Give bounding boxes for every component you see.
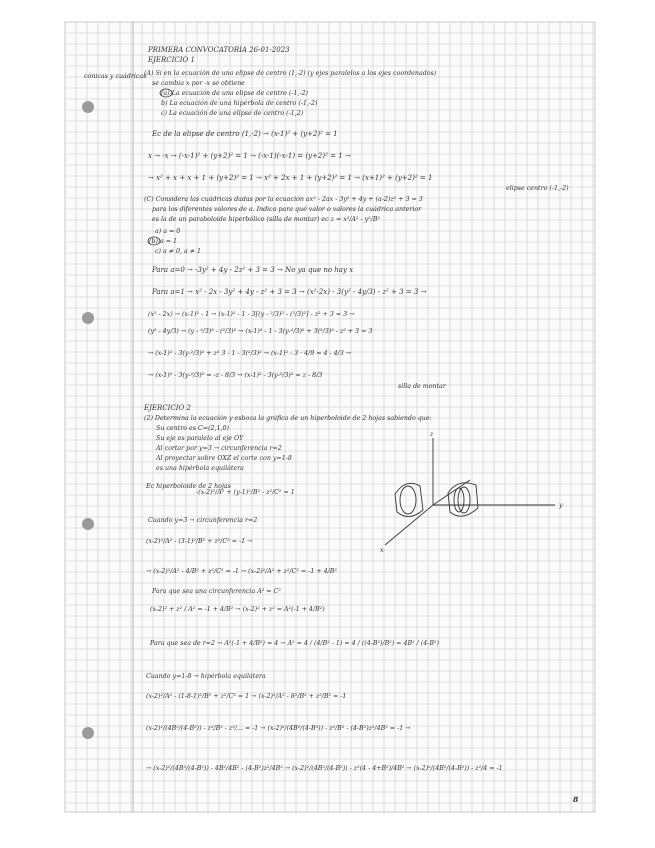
condition: Su centro es C=(2,1,0) [156,425,230,432]
condition: Al cortar por y=3 → circunferencia r=2 [156,445,282,452]
margin-note: cónicas y cuádricas [84,73,147,80]
equation-line: (x-2)²/A² - (3-1)²/B² + z²/C² = -1 → [146,538,253,545]
axis-label-z: z [430,431,434,438]
statement-a: (A) Si en la ecuación de una elipse de centro (1,-2) (y ejes paralelos a los ejes coordenados) [144,70,437,77]
case-heading: Cuando y=1-8 → hipérbola equilátera [146,673,266,680]
equation-line: Ec de la elipse de centro (1,-2) → (x-1)² + (y+2)² = 1 [152,130,338,138]
axis-label-y: y [559,502,563,509]
hyperboloid-equation: -(x-2)²/A² + (y-1)²/B² - z²/C² = 1 [196,489,295,496]
binder-hole-icon [82,727,94,739]
section-title-1: EJERCICIO 1 [148,56,195,64]
option-b: b) La ecuación de una hipérbola de centro (-1,-2) [161,100,318,107]
equation-note: silla de montar [398,383,446,390]
binder-hole-icon [82,312,94,324]
hyperboloid-label: Ec hiperboloide de 2 hojas [146,483,231,490]
equation-note: elipse centro (-1,-2) [506,185,569,192]
equation-line: (x-2)²/A² - (1-8-1)²/B² + z²/C² = 1 → (x-2)²/A² - 8²/B² + z²/B² = -1 [146,693,347,700]
equation-line: → x² + x + x + 1 + (y+2)² = 1 → x² + 2x + 1 + (y+2)² = 1 → (x+1)² + (y+2)² = 1 [148,174,433,182]
equation-line: (y² - 4y/3) → (y - ²/3)² - (²/3)² → (x-1)² - 1 - 3(y-²/3)² + 3(²/3)² - z² + 3 = 3 [148,328,373,335]
equation-line: Para a=0 → -3y² + 4y - 2z² + 3 = 3 → No ya que no hay x [152,266,354,274]
equation-line: → (x-1)² - 3(y-²/3)² = -z - 8/3 → (x-1)² - 3(y-²/3)² = z - 8/3 [148,372,323,379]
page-number: 8 [573,795,579,804]
axis-label-x: x [380,547,384,554]
equation-line: (x² - 2x) → (x-1)² - 1 → (x-1)² - 1 - 3[(y - ²/3)² - (²/3)²] - z² + 3 = 3 → [148,311,355,318]
option-a: a) a = 0 [155,228,181,235]
case-heading: Cuando y=3 → circunferencia r=2 [148,517,258,524]
option-b: (b) a = 1 [149,238,177,245]
section-title-2: EJERCICIO 2 [144,404,191,412]
condition: Al proyectar sobre OXZ el corte con y=1-8 [156,455,292,462]
equation-line: (x-2)²/(4B²/(4-B²)) - z²/B² - z²/... = -1 → (x-2)²/(4B²/(4-B²)) - z²/B² - (4-B²)z²/4B² = -1 → [146,725,411,732]
binder-hole-icon [82,518,94,530]
equation-line: Para que sea de r=2 → A²(-1 + 4/B²) = 4 → A² = 4 / (4/B² - 1) = 4 / ((4-B²)/B²) = 4B² / (4-B²) [150,640,439,647]
statement-a-line2: se cambia x por -x se obtiene [152,80,245,87]
page-title: PRIMERA CONVOCATORIA 26-01-2023 [148,46,290,54]
equation-line: → (x-1)² - 3(y-²/3)² + z² 3 - 1 - 3(²/3)² → (x-1)² - 3 · 4/9 = 4 - 4/3 → [148,350,352,357]
statement-c-line2: para los diferentes valores de a. Indica para qué valor o valores la cuádrica anterior [152,206,422,213]
equation-line: → (x-2)²/(4B²/(4-B²)) - 4B²/4B² - (4-B²)z²/4B² → (x-2)²/(4B²/(4-B²)) - z²(4 - 4+B²)/4B² → (x-2)²/(4B²/(4-B²)) - z²/4 = -1 [146,765,503,772]
case-heading: Para que sea una circunferencia A² = C² [152,588,281,595]
option-c: c) La ecuación de una elipse de centro (-1,2) [161,110,304,117]
binder-hole-icon [82,101,94,113]
equation-line: (x-2)² + z² / A² = -1 + 4/B² → (x-2)² + z² = A²(-1 + 4/B²) [150,606,325,613]
option-c: c) a ≠ 0, a ≠ 1 [155,248,202,255]
equation-line: x → -x → (-x-1)² + (y+2)² = 1 → (-x-1)(-x-1) = (y+2)² = 1 → [148,152,351,160]
statement-c-line3: es la de un paraboloide hiperbólico (silla de montar) ec z = x²/A² - y²/B² [152,216,380,223]
equation-line: → (x-2)²/A² - 4/B² + z²/C² = -1 → (x-2)²/A² + z²/C² = -1 + 4/B² [146,568,337,575]
option-a: (a) La ecuación de una elipse de centro (-1,-2) [161,90,309,97]
statement-2: (2) Determina la ecuación y esboza la gráfica de un hiperboloide de 2 hojas sabiendo que: [144,415,432,422]
statement-c: (C) Considera las cuádricas dadas por la ecuación ax² - 2ax - 3y² + 4y + (a-2)z² + 3 = 3 [144,196,423,203]
condition: es una hipérbola equilátera [156,465,244,472]
equation-line: Para a=1 → x² - 2x - 3y² + 4y - z² + 3 = 3 → (x²-2x) - 3(y² - 4y/3) - z² + 3 = 3 → [152,288,427,296]
condition: Su eje es paralelo al eje OY [156,435,244,442]
